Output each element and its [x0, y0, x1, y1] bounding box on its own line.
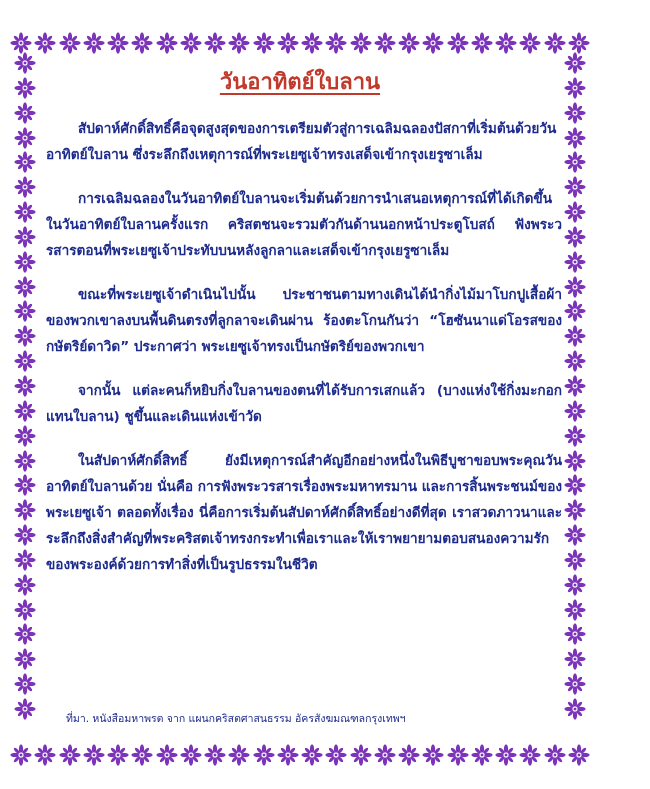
purple-flower-star-icon: [564, 176, 586, 198]
purple-flower-star-icon: [447, 744, 469, 766]
purple-flower-star-icon: [14, 599, 36, 621]
purple-flower-star-icon: [14, 425, 36, 447]
purple-flower-star-icon: [564, 574, 586, 596]
purple-flower-star-icon: [519, 744, 541, 766]
purple-flower-star-icon: [544, 744, 566, 766]
article-body: [46, 116, 562, 596]
purple-flower-star-icon: [471, 744, 493, 766]
purple-flower-star-icon: [83, 32, 105, 54]
purple-flower-star-icon: [564, 599, 586, 621]
paragraph-1: สัปดาห์ศักดิ์สิทธิ์คือจุดสูงสุดของการเตรียมตัวสู่การเฉลิมฉลองปัสกาที่เริ่มต้นด้วยวันอาทิตย์ใบลาน ซึ่งระลึกถึงเหตุการณ์ที่พระเยซูเจ้าทรงเสด็จเข้ากรุงเยรูซาเล็ม: [46, 121, 557, 163]
purple-flower-star-icon: [564, 524, 586, 546]
purple-flower-star-icon: [564, 499, 586, 521]
purple-flower-star-icon: [564, 400, 586, 422]
purple-flower-star-icon: [564, 549, 586, 571]
purple-flower-star-icon: [277, 744, 299, 766]
purple-flower-star-icon: [14, 226, 36, 248]
purple-flower-star-icon: [422, 32, 444, 54]
purple-flower-star-icon: [374, 744, 396, 766]
ornament-border-right: [560, 52, 590, 720]
ornament-border-top: [10, 28, 590, 58]
purple-flower-star-icon: [10, 32, 32, 54]
purple-flower-star-icon: [325, 32, 347, 54]
purple-flower-star-icon: [325, 744, 347, 766]
purple-flower-star-icon: [83, 744, 105, 766]
purple-flower-star-icon: [564, 201, 586, 223]
purple-flower-star-icon: [180, 32, 202, 54]
purple-flower-star-icon: [14, 549, 36, 571]
purple-flower-star-icon: [14, 102, 36, 124]
purple-flower-star-icon: [253, 32, 275, 54]
purple-flower-star-icon: [14, 499, 36, 521]
purple-flower-star-icon: [228, 744, 250, 766]
purple-flower-star-icon: [14, 325, 36, 347]
purple-flower-star-icon: [14, 648, 36, 670]
purple-flower-star-icon: [301, 32, 323, 54]
purple-flower-star-icon: [564, 127, 586, 149]
purple-flower-star-icon: [14, 698, 36, 720]
purple-flower-star-icon: [14, 375, 36, 397]
purple-flower-star-icon: [14, 450, 36, 472]
purple-flower-star-icon: [228, 32, 250, 54]
purple-flower-star-icon: [564, 698, 586, 720]
purple-flower-star-icon: [34, 32, 56, 54]
purple-flower-star-icon: [14, 251, 36, 273]
source-citation: ที่มา. หนังสือมหาพรต จาก แผนกคริสตศาสนธรรม อัครสังฆมณฑลกรุงเทพฯ: [66, 713, 406, 725]
purple-flower-star-icon: [564, 151, 586, 173]
purple-flower-star-icon: [14, 276, 36, 298]
purple-flower-star-icon: [564, 623, 586, 645]
purple-flower-star-icon: [14, 400, 36, 422]
purple-flower-star-icon: [350, 744, 372, 766]
purple-flower-star-icon: [568, 32, 590, 54]
purple-flower-star-icon: [14, 673, 36, 695]
purple-flower-star-icon: [568, 744, 590, 766]
purple-flower-star-icon: [564, 450, 586, 472]
purple-flower-star-icon: [564, 425, 586, 447]
ornament-border-bottom: [10, 740, 590, 770]
purple-flower-star-icon: [564, 375, 586, 397]
page-title: วันอาทิตย์ใบลาน: [219, 70, 381, 95]
purple-flower-star-icon: [131, 744, 153, 766]
purple-flower-star-icon: [14, 176, 36, 198]
purple-flower-star-icon: [564, 300, 586, 322]
purple-flower-star-icon: [350, 32, 372, 54]
purple-flower-star-icon: [131, 32, 153, 54]
purple-flower-star-icon: [564, 251, 586, 273]
purple-flower-star-icon: [14, 623, 36, 645]
purple-flower-star-icon: [398, 32, 420, 54]
purple-flower-star-icon: [495, 32, 517, 54]
purple-flower-star-icon: [564, 474, 586, 496]
purple-flower-star-icon: [59, 744, 81, 766]
purple-flower-star-icon: [59, 32, 81, 54]
purple-flower-star-icon: [14, 524, 36, 546]
purple-flower-star-icon: [10, 744, 32, 766]
purple-flower-star-icon: [156, 744, 178, 766]
purple-flower-star-icon: [204, 32, 226, 54]
purple-flower-star-icon: [564, 226, 586, 248]
purple-flower-star-icon: [14, 201, 36, 223]
purple-flower-star-icon: [564, 673, 586, 695]
purple-flower-star-icon: [519, 32, 541, 54]
purple-flower-star-icon: [301, 744, 323, 766]
purple-flower-star-icon: [564, 325, 586, 347]
purple-flower-star-icon: [204, 744, 226, 766]
paragraph-3: ขณะที่พระเยซูเจ้าดำเนินไปนั้น ประชาชนตามทางเดินได้นำกิ่งไม้มาโบกปูเสื้อผ้าของพวกเขาลงบนพื้นดินตรงที่ลูกลาจะเดินผ่าน ร้องตะโกนกันว่า “โฮซันนาแด่โอรสของกษัตริย์ดาวิด” ประกาศว่า พระเยซูเจ้าทรงเป็นกษัตริย์ของพวกเขา: [46, 287, 562, 355]
purple-flower-star-icon: [277, 32, 299, 54]
purple-flower-star-icon: [34, 744, 56, 766]
purple-flower-star-icon: [544, 32, 566, 54]
purple-flower-star-icon: [253, 744, 275, 766]
ornament-border-left: [10, 52, 40, 720]
purple-flower-star-icon: [564, 648, 586, 670]
purple-flower-star-icon: [180, 744, 202, 766]
purple-flower-star-icon: [14, 300, 36, 322]
purple-flower-star-icon: [14, 127, 36, 149]
purple-flower-star-icon: [156, 32, 178, 54]
purple-flower-star-icon: [14, 474, 36, 496]
purple-flower-star-icon: [107, 744, 129, 766]
paragraph-2: การเฉลิมฉลองในวันอาทิตย์ใบลานจะเริ่มต้นด้วยการนำเสนอเหตุการณ์ที่ได้เกิดขึ้นในวันอาทิตย์ใบลานครั้งแรก คริสตชนจะรวมตัวกันด้านนอกหน้าประตูโบสถ์ ฟังพระวรสารตอนที่พระเยซูเจ้าประทับบนหลังลูกลาและเสด็จเข้ากรุงเยรูซาเล็ม: [46, 191, 562, 259]
purple-flower-star-icon: [495, 744, 517, 766]
purple-flower-star-icon: [14, 350, 36, 372]
paragraph-5: ในสัปดาห์ศักดิ์สิทธิ์ ยังมีเหตุการณ์สำคัญอีกอย่างหนึ่งในพิธีบูชาขอบพระคุณวันอาทิตย์ใบลานด้วย นั่นคือ การฟังพระวรสารเรื่องพระมหาทรมาน และการสิ้นพระชนม์ของพระเยซูเจ้า ตลอดทั้งเรื่อง นี่คือการเริ่มต้นสัปดาห์ศักดิ์สิทธิ์อย่างดีที่สุด เราสวดภาวนาและระลึกถึงสิ่งสำคัญที่พระคริสตเจ้าทรงกระทำเพื่อเราและให้เราพยายามตอบสนองความรักของพระองค์ด้วยการทำสิ่งที่เป็นรูปธรรมในชีวิต: [46, 453, 562, 573]
purple-flower-star-icon: [398, 744, 420, 766]
purple-flower-star-icon: [107, 32, 129, 54]
purple-flower-star-icon: [14, 151, 36, 173]
purple-flower-star-icon: [374, 32, 396, 54]
purple-flower-star-icon: [471, 32, 493, 54]
paragraph-4: จากนั้น แต่ละคนก็หยิบกิ่งใบลานของตนที่ได้รับการเสกแล้ว (บางแห่งใช้กิ่งมะกอกแทนใบลาน) ชูขึ้นและเดินแห่งเข้าวัด: [46, 383, 562, 425]
purple-flower-star-icon: [422, 744, 444, 766]
purple-flower-star-icon: [564, 350, 586, 372]
purple-flower-star-icon: [447, 32, 469, 54]
purple-flower-star-icon: [564, 102, 586, 124]
purple-flower-star-icon: [14, 574, 36, 596]
purple-flower-star-icon: [564, 276, 586, 298]
